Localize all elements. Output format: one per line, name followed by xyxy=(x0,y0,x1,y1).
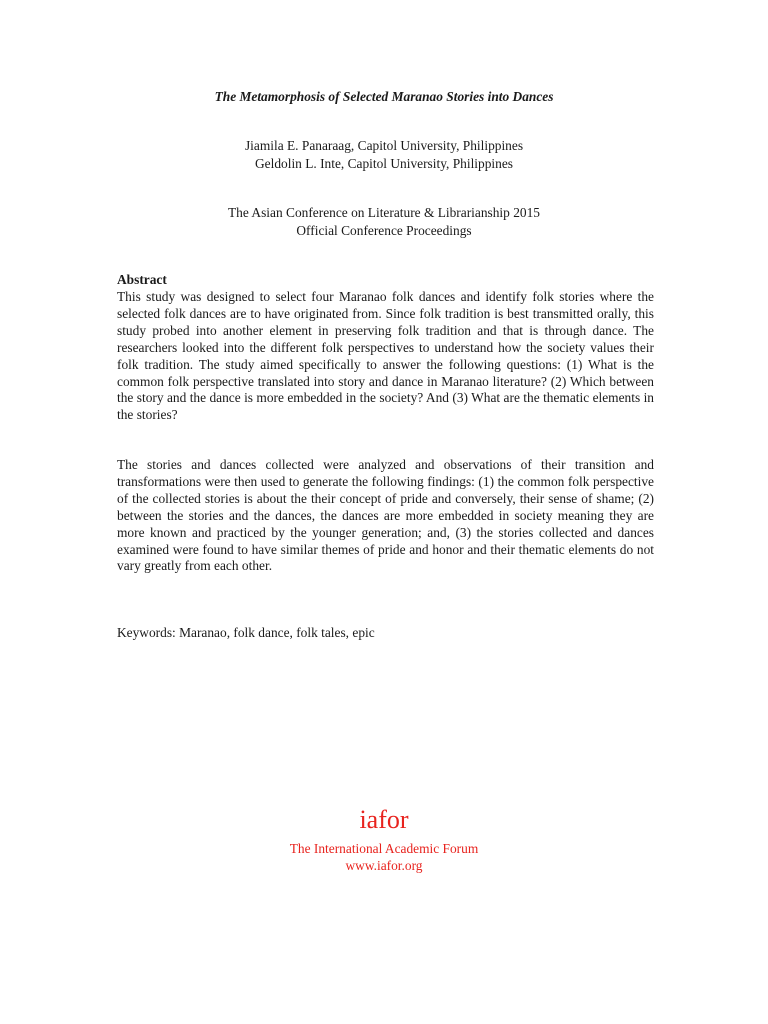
publisher-info xyxy=(0,840,768,874)
keywords: Keywords: Maranao, folk dance, folk tales, epic xyxy=(117,625,375,640)
iafor-logo: iafor xyxy=(359,805,409,834)
publisher-name: The International Academic Forum xyxy=(289,841,479,856)
abstract-paragraph: This study was designed to select four Maranao folk dances and identify folk stories where the selected folk dances are to have originated from. Since folk tradition is best transmitted orally, this study probed into another element in preserving folk tradition and that is through dance. The researchers looked into the different folk perspectives to understand how the society values their folk tradition. The study aimed specifically to answer the following questions: (1) What is the common folk perspective translated into story and dance in Maranao literature? (2) Which between the story and the dance is more embedded in the society? And (3) What are the thematic elements in the stories? xyxy=(117,289,654,423)
conference-name: The Asian Conference on Literature & Librarianship 2015 xyxy=(228,205,540,220)
abstract-heading: Abstract xyxy=(117,272,167,287)
conference-info xyxy=(0,204,768,239)
author-line: Jiamila E. Panaraag, Capitol University, Philippines xyxy=(244,138,524,153)
abstract-paragraph: The stories and dances collected were analyzed and observations of their transition and transformations were then used to generate the following findings: (1) the common folk perspective of the collected stories is about the their concept of pride and conversely, their sense of shame; (2) between the stories and the dances, the dances are more embedded in society meaning they are more known and practiced by the younger generation; and, (3) the stories collected and dances examined were found to have similar themes of pride and honor and their thematic elements do not vary greatly from each other. xyxy=(117,457,654,574)
conference-proceedings: Official Conference Proceedings xyxy=(296,222,472,238)
author-line: Geldolin L. Inte, Capitol University, Philippines xyxy=(255,155,513,171)
author-list xyxy=(0,137,768,172)
publisher-website: www.iafor.org xyxy=(345,858,423,873)
paper-title: The Metamorphosis of Selected Maranao Stories into Dances xyxy=(214,89,554,104)
